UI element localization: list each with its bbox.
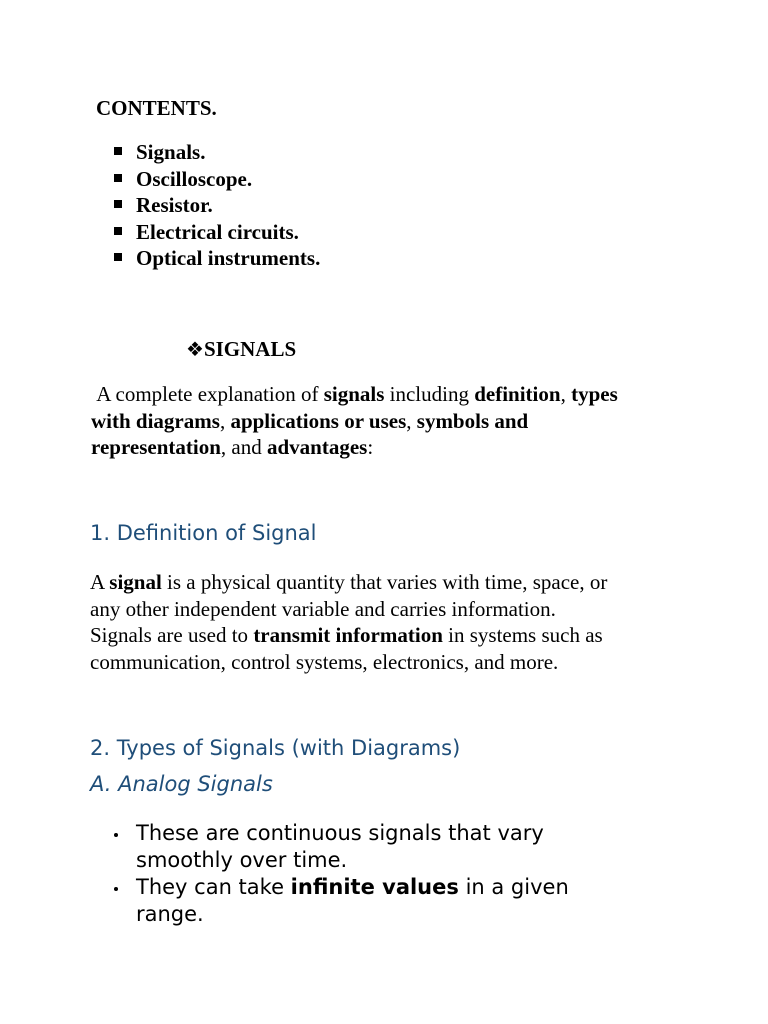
intro-text: , <box>406 408 417 433</box>
four-diamond-icon: ❖ <box>186 337 204 361</box>
intro-paragraph <box>91 381 691 461</box>
intro-bold: types <box>571 382 618 406</box>
definition-text: A <box>90 570 110 594</box>
square-bullet-icon <box>114 253 122 261</box>
intro-line <box>91 381 691 408</box>
intro-bold: advantages <box>266 435 368 460</box>
contents-list <box>112 139 320 272</box>
list-item-line: These are continuous signals that vary <box>136 821 544 845</box>
contents-item-label: Signals. <box>136 140 206 164</box>
definition-line: communication, control systems, electronics, and more. <box>90 649 559 674</box>
square-bullet-icon <box>114 200 122 208</box>
list-item <box>110 874 670 928</box>
definition-line <box>90 622 690 649</box>
analog-bullet-list <box>110 820 670 928</box>
definition-text: Signals are used to <box>90 623 254 648</box>
definition-bold: signal <box>109 570 162 594</box>
contents-item-label: Electrical circuits. <box>136 219 299 244</box>
intro-bold: with diagrams <box>91 408 220 433</box>
intro-line <box>91 434 691 461</box>
definition-heading: 1. Definition of Signal <box>90 521 317 545</box>
intro-bold: signals <box>323 382 385 406</box>
definition-bold: transmit information <box>253 623 443 648</box>
bullet-dot-icon <box>114 887 118 891</box>
square-bullet-icon <box>114 227 122 235</box>
contents-title: CONTENTS. <box>96 96 217 120</box>
types-heading: 2. Types of Signals (with Diagrams) <box>90 736 461 760</box>
list-item-line: range. <box>136 902 204 926</box>
contents-item-label: Oscilloscope. <box>136 166 253 191</box>
definition-text: is a physical quantity that varies with time, space, or <box>161 570 608 594</box>
square-bullet-icon <box>114 147 122 155</box>
list-item-line: smoothly over time. <box>136 848 348 872</box>
intro-text: : <box>367 435 374 460</box>
definition-line <box>90 569 690 596</box>
contents-item <box>112 245 320 272</box>
analog-signals-subheading: A. Analog Signals <box>90 772 273 796</box>
intro-bold: symbols and <box>416 408 529 433</box>
contents-item-label: Resistor. <box>136 193 213 218</box>
intro-bold: representation <box>91 435 221 460</box>
intro-bold: definition <box>474 382 561 406</box>
intro-line <box>91 408 691 435</box>
list-item-text: in a given <box>458 875 569 899</box>
intro-text: , and <box>220 435 267 460</box>
list-item-bold: infinite values <box>290 875 459 899</box>
square-bullet-icon <box>114 174 122 182</box>
intro-text: including <box>384 382 475 406</box>
intro-bold: applications or uses <box>230 408 407 433</box>
contents-item <box>112 166 320 193</box>
list-item-text: They can take <box>136 875 291 899</box>
intro-text: , <box>219 408 231 433</box>
contents-item <box>112 192 320 219</box>
contents-item <box>112 219 320 246</box>
contents-item-label: Optical instruments. <box>136 246 321 271</box>
intro-text: , <box>560 382 572 406</box>
list-item <box>110 820 670 874</box>
definition-paragraph <box>90 569 690 675</box>
signals-heading-text: SIGNALS <box>203 337 297 361</box>
list-item-line <box>136 874 670 901</box>
definition-line: any other independent variable and carries information. <box>90 596 556 621</box>
definition-text: in systems such as <box>442 623 603 648</box>
contents-item <box>112 139 320 166</box>
intro-text: A complete explanation of <box>96 382 324 406</box>
bullet-dot-icon <box>114 833 118 837</box>
signals-heading <box>186 336 296 362</box>
